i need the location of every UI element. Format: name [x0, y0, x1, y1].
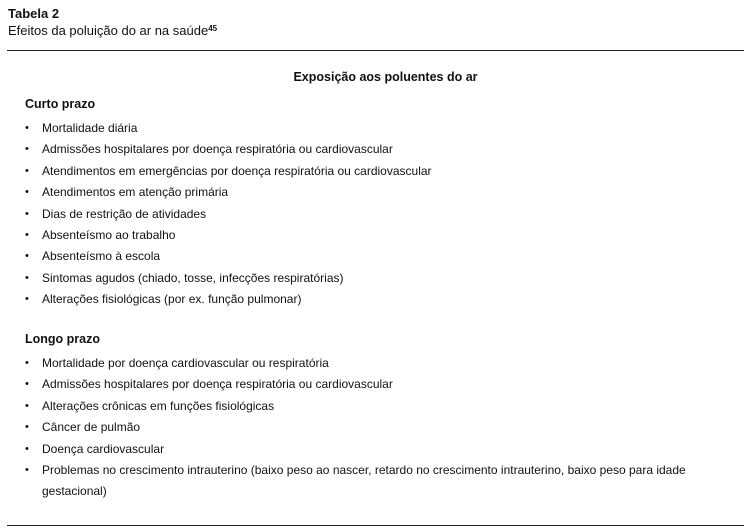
list-item [25, 374, 725, 395]
table-label: Tabela 2 [8, 6, 60, 21]
bullet-icon: • [25, 207, 29, 220]
list-item-text: Câncer de pulmão [42, 420, 141, 435]
list-item-text: Absenteísmo à escola [42, 249, 161, 264]
list-item-text: Atendimentos em atenção primária [42, 185, 229, 200]
list-item [25, 460, 725, 503]
list-item-text: Sintomas agudos (chiado, tosse, infecções respiratórias) [42, 270, 344, 285]
effects-list [25, 118, 725, 311]
table-title-line [8, 22, 217, 39]
list-item [25, 139, 725, 160]
list-item [25, 182, 725, 203]
list-item-text: Absenteísmo ao trabalho [42, 228, 176, 243]
list-item [25, 204, 725, 225]
list-item [25, 118, 725, 139]
bullet-icon: • [25, 250, 29, 263]
list-item-text: Admissões hospitalares por doença respiratória ou cardiovascular [42, 377, 393, 392]
column-header: Exposição aos poluentes do ar [293, 70, 478, 84]
list-item-text: Alterações crônicas em funções fisiológicas [42, 398, 275, 413]
bullet-icon: • [25, 293, 29, 306]
bullet-icon: • [25, 378, 29, 391]
top-rule [7, 50, 744, 51]
list-item [25, 161, 725, 182]
list-item [25, 246, 725, 267]
bullet-icon: • [25, 357, 29, 369]
list-item [25, 225, 725, 246]
list-item [25, 353, 725, 374]
bullet-icon: • [25, 271, 29, 284]
bullet-icon: • [25, 229, 29, 242]
bullet-icon: • [25, 399, 29, 412]
list-item-text: Atendimentos em emergências por doença respiratória ou cardiovascular [42, 163, 432, 178]
bullet-icon: • [25, 164, 29, 177]
list-item-text: Problemas no crescimento intrauterino (baixo peso ao nascer, retardo no crescimento intrauterino, baixo peso para idade gestacional) [42, 463, 686, 499]
section-title: Curto prazo [25, 97, 96, 111]
bullet-icon: • [25, 464, 29, 477]
bottom-rule [7, 525, 744, 526]
reference-superscript: 45 [208, 24, 218, 33]
bullet-icon: • [25, 421, 29, 434]
table-caption [8, 5, 217, 39]
list-item [25, 268, 725, 289]
list-item-text: Mortalidade diária [42, 121, 138, 135]
bullet-icon: • [25, 122, 29, 134]
list-item [25, 417, 725, 438]
section-short-term [25, 96, 725, 311]
table-title: Efeitos da poluição do ar na saúde [8, 23, 209, 38]
list-item-text: Alterações fisiológicas (por ex. função pulmonar) [42, 292, 302, 307]
list-item-text: Dias de restrição de atividades [42, 206, 207, 221]
list-item [25, 396, 725, 417]
list-item-text: Admissões hospitalares por doença respiratória ou cardiovascular [42, 142, 393, 157]
bullet-icon: • [25, 186, 29, 199]
list-item-text: Doença cardiovascular [42, 441, 165, 456]
section-long-term [25, 331, 725, 503]
list-item [25, 439, 725, 460]
section-title: Longo prazo [25, 332, 100, 346]
list-item-text: Mortalidade por doença cardiovascular ou respiratória [42, 356, 329, 370]
list-item [25, 289, 725, 310]
bullet-icon: • [25, 143, 29, 156]
effects-list [25, 353, 725, 503]
bullet-icon: • [25, 442, 29, 455]
